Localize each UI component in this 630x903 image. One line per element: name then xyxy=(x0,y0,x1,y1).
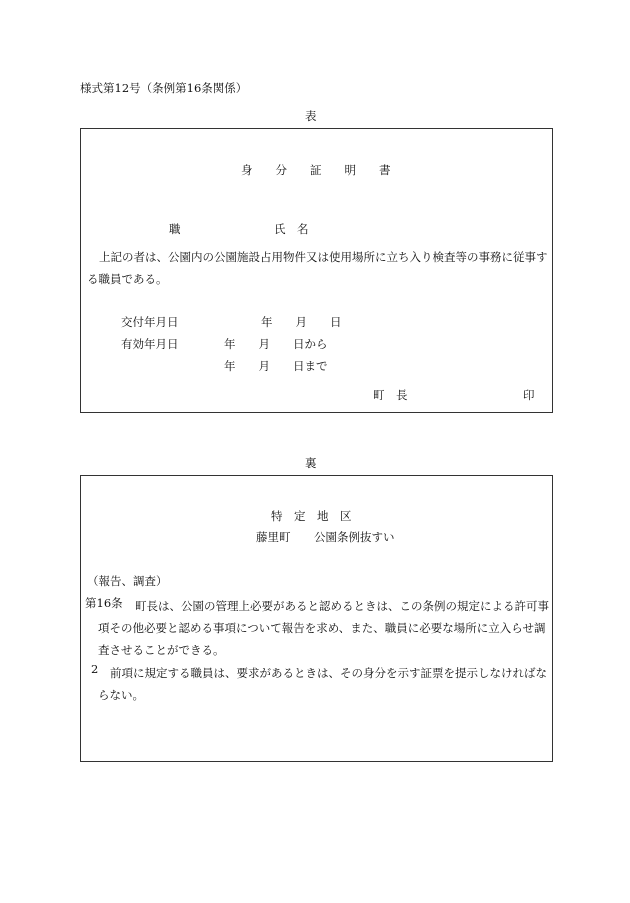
back-label: 裏 xyxy=(305,456,317,470)
article-text: 町長は、公園の管理上必要があると認めるときは、この条例の規定による許可事項その他必要と認める事項について報告を求め、また、職員に必要な場所に立入らせ調査させることができる。 xyxy=(98,599,549,657)
valid-from: 年 月 日から xyxy=(224,337,328,351)
position-label: 職 xyxy=(169,222,181,236)
article-number: 第16条 xyxy=(85,596,123,610)
section-heading: （報告、調査） xyxy=(87,574,168,588)
issue-date-label: 交付年月日 xyxy=(121,315,179,329)
seal-mark: 印 xyxy=(523,388,535,402)
form-number: 様式第12号（条例第16条関係） xyxy=(80,81,248,95)
name-label: 氏 名 xyxy=(274,222,309,236)
valid-to: 年 月 日まで xyxy=(224,359,328,373)
front-body: 上記の者は、公園内の公園施設占用物件又は使用場所に立ち入り検査等の事務に従事する職員である。 xyxy=(87,250,548,286)
valid-date-label: 有効年月日 xyxy=(121,337,179,351)
district-title: 特 定 地 区 xyxy=(271,509,352,523)
back-card xyxy=(80,475,553,762)
mayor-label: 町 長 xyxy=(373,388,408,402)
paragraph-number: 2 xyxy=(91,662,99,676)
paragraph-text: 前項に規定する職員は、要求があるときは、その身分を示す証票を提示しなければならない。 xyxy=(98,666,547,702)
town-name: 藤里町 xyxy=(256,530,291,544)
front-label: 表 xyxy=(305,109,317,123)
ordinance-title: 公園条例抜すい xyxy=(314,530,395,544)
issue-date-fields: 年 月 日 xyxy=(261,315,342,329)
front-card xyxy=(80,128,553,413)
front-title: 身 分 証 明 書 xyxy=(241,163,391,177)
